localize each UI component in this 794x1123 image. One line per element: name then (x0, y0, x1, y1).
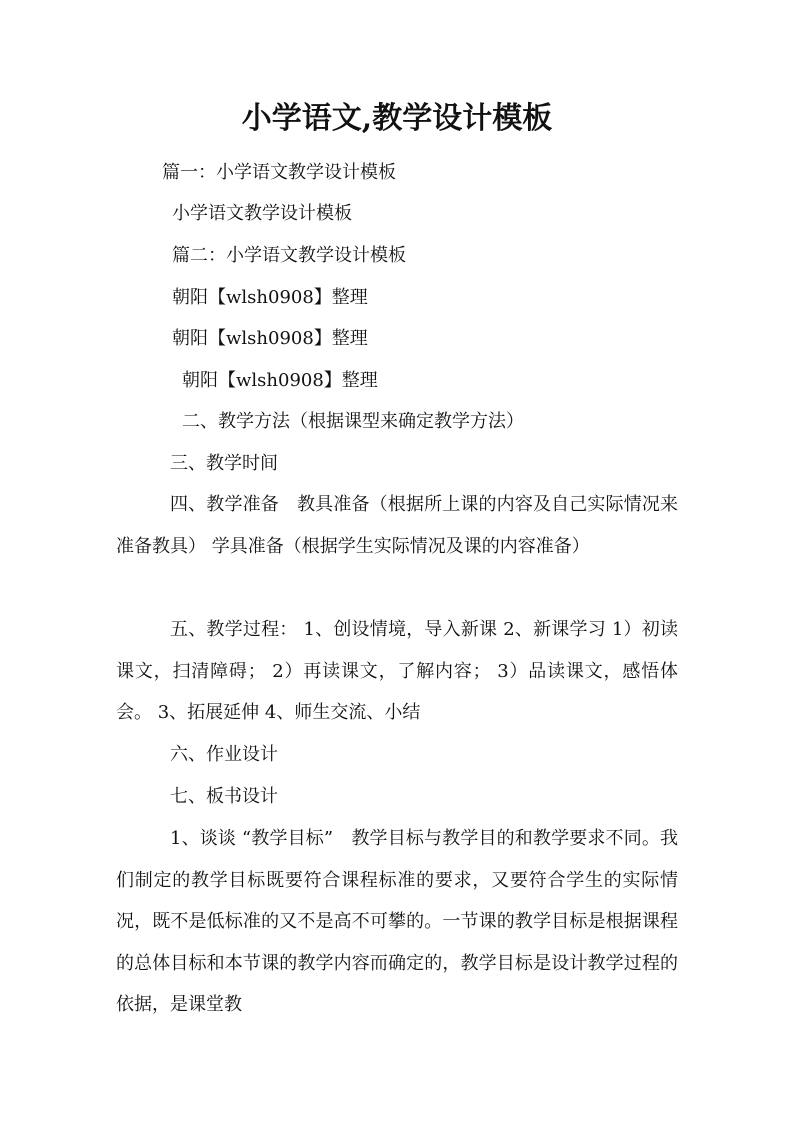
teaching-objectives-paragraph: 1、谈谈 “教学目标” 教学目标与教学目的和教学要求不同。我们制定的教学目标既要符合课程标准的要求，又要符合学生的实际情况，既不是低标准的又不是高不可攀的。一节课的教学目标是根据课程的总体目标和本节课的教学内容而确定的，教学目标是设计教学过程的依据，是课堂教 (116, 828, 678, 1016)
compiler-credit-line: 朝阳【wlsh0908】整理 (182, 370, 378, 391)
teaching-process-paragraph: 五、教学过程： 1、创设情境，导入新课 2、新课学习 1）初读课文，扫清障碍； 2）再读课文，了解内容； 3）品读课文，感悟体会。 3、拓展延伸 4、师生交流、小结 (116, 619, 678, 724)
compiler-credit-line: 朝阳【wlsh0908】整理 (172, 328, 368, 349)
section-heading-part-two: 篇二：小学语文教学设计模板 (172, 245, 406, 266)
document-title: 小学语文,教学设计模板 (241, 101, 553, 136)
teaching-preparation-paragraph: 四、教学准备 教具准备（根据所上课的内容及自己实际情况来准备教具） 学具准备（根据学生实际情况及课的内容准备） (116, 494, 678, 557)
homework-design-heading: 六、作业设计 (170, 744, 278, 765)
subtitle-line: 小学语文教学设计模板 (172, 203, 352, 224)
compiler-credit-line: 朝阳【wlsh0908】整理 (172, 287, 368, 308)
section-heading-part-one: 篇一：小学语文教学设计模板 (162, 162, 396, 183)
teaching-method-heading: 二、教学方法（根据课型来确定教学方法） (182, 411, 524, 432)
teaching-time-heading: 三、教学时间 (170, 453, 278, 474)
board-design-heading: 七、板书设计 (170, 786, 278, 807)
